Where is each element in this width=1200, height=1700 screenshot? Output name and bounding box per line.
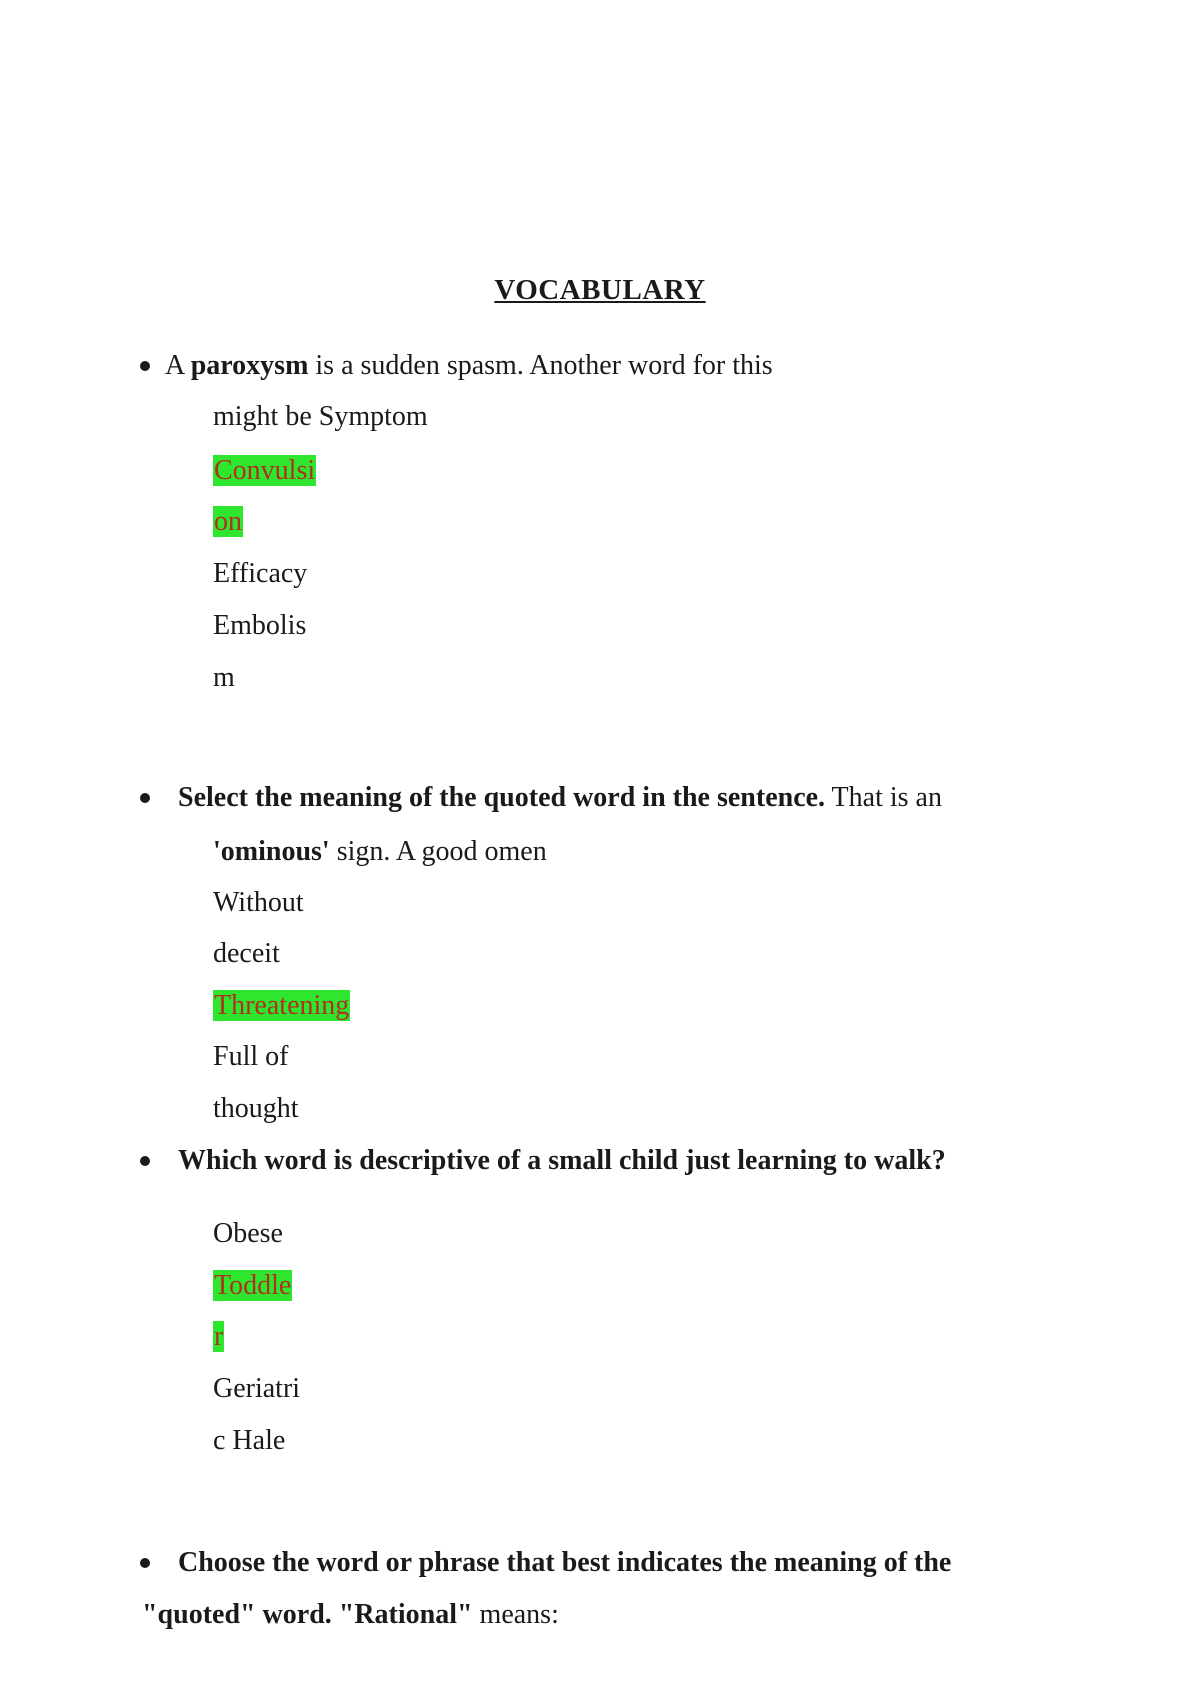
q3-line-1 xyxy=(178,1141,946,1181)
q1-option-1a xyxy=(213,451,316,491)
q2-option-1a: Without xyxy=(213,887,304,918)
page-title: VOCABULARY xyxy=(494,274,706,306)
q1-option-2: Efficacy xyxy=(213,558,308,589)
q2-line2-rest: sign. A good omen xyxy=(329,836,547,867)
q2-answer-highlight: Threatening xyxy=(214,990,350,1021)
bullet-icon xyxy=(140,1558,150,1568)
q2-option-3a: Full of xyxy=(213,1041,289,1072)
q2-instruction: Select the meaning of the quoted word in the sentence. xyxy=(178,782,826,813)
q1-keyword: paroxysm xyxy=(190,350,309,381)
q3-option-3b: c Hale xyxy=(213,1425,286,1456)
q3-option-2a xyxy=(213,1266,292,1306)
q3-answer-highlight: Toddle xyxy=(214,1270,292,1301)
q3-answer-highlight-cont: r xyxy=(214,1321,224,1352)
q4-instruction: Choose the word or phrase that best indicates the meaning of the xyxy=(178,1547,952,1578)
q2-line-2 xyxy=(213,832,547,872)
q4-line2-rest: means: xyxy=(472,1599,559,1630)
q1-answer-highlight: Convulsi xyxy=(214,455,316,486)
q1-line-2: might be Symptom xyxy=(213,401,428,432)
q1-answer-highlight-cont: on xyxy=(214,506,242,537)
q3-question: Which word is descriptive of a small child just learning to walk? xyxy=(178,1145,946,1176)
q1-rest: is a sudden spasm. Another word for this xyxy=(308,350,773,381)
q1-option-3a: Embolis xyxy=(213,610,307,641)
bullet-icon xyxy=(140,793,150,803)
q4-keyword: "quoted" word. "Rational" xyxy=(142,1599,473,1630)
bullet-icon xyxy=(140,1156,150,1166)
q1-line-1 xyxy=(165,346,773,386)
q1-lead: A xyxy=(165,350,191,381)
q2-option-2 xyxy=(213,986,350,1026)
q2-option-1b: deceit xyxy=(213,938,280,969)
q1-option-3b: m xyxy=(213,662,235,693)
q1-option-1b xyxy=(213,502,243,542)
q2-line-1 xyxy=(178,778,942,818)
q3-option-1: Obese xyxy=(213,1218,283,1249)
q4-line-2 xyxy=(142,1595,559,1635)
bullet-icon xyxy=(140,361,150,371)
q2-keyword: 'ominous' xyxy=(213,836,330,867)
q3-option-2b xyxy=(213,1317,224,1357)
q2-option-3b: thought xyxy=(213,1093,299,1124)
q2-rest: That is an xyxy=(825,782,942,813)
q4-line-1 xyxy=(178,1543,951,1583)
q3-option-3a: Geriatri xyxy=(213,1373,301,1404)
